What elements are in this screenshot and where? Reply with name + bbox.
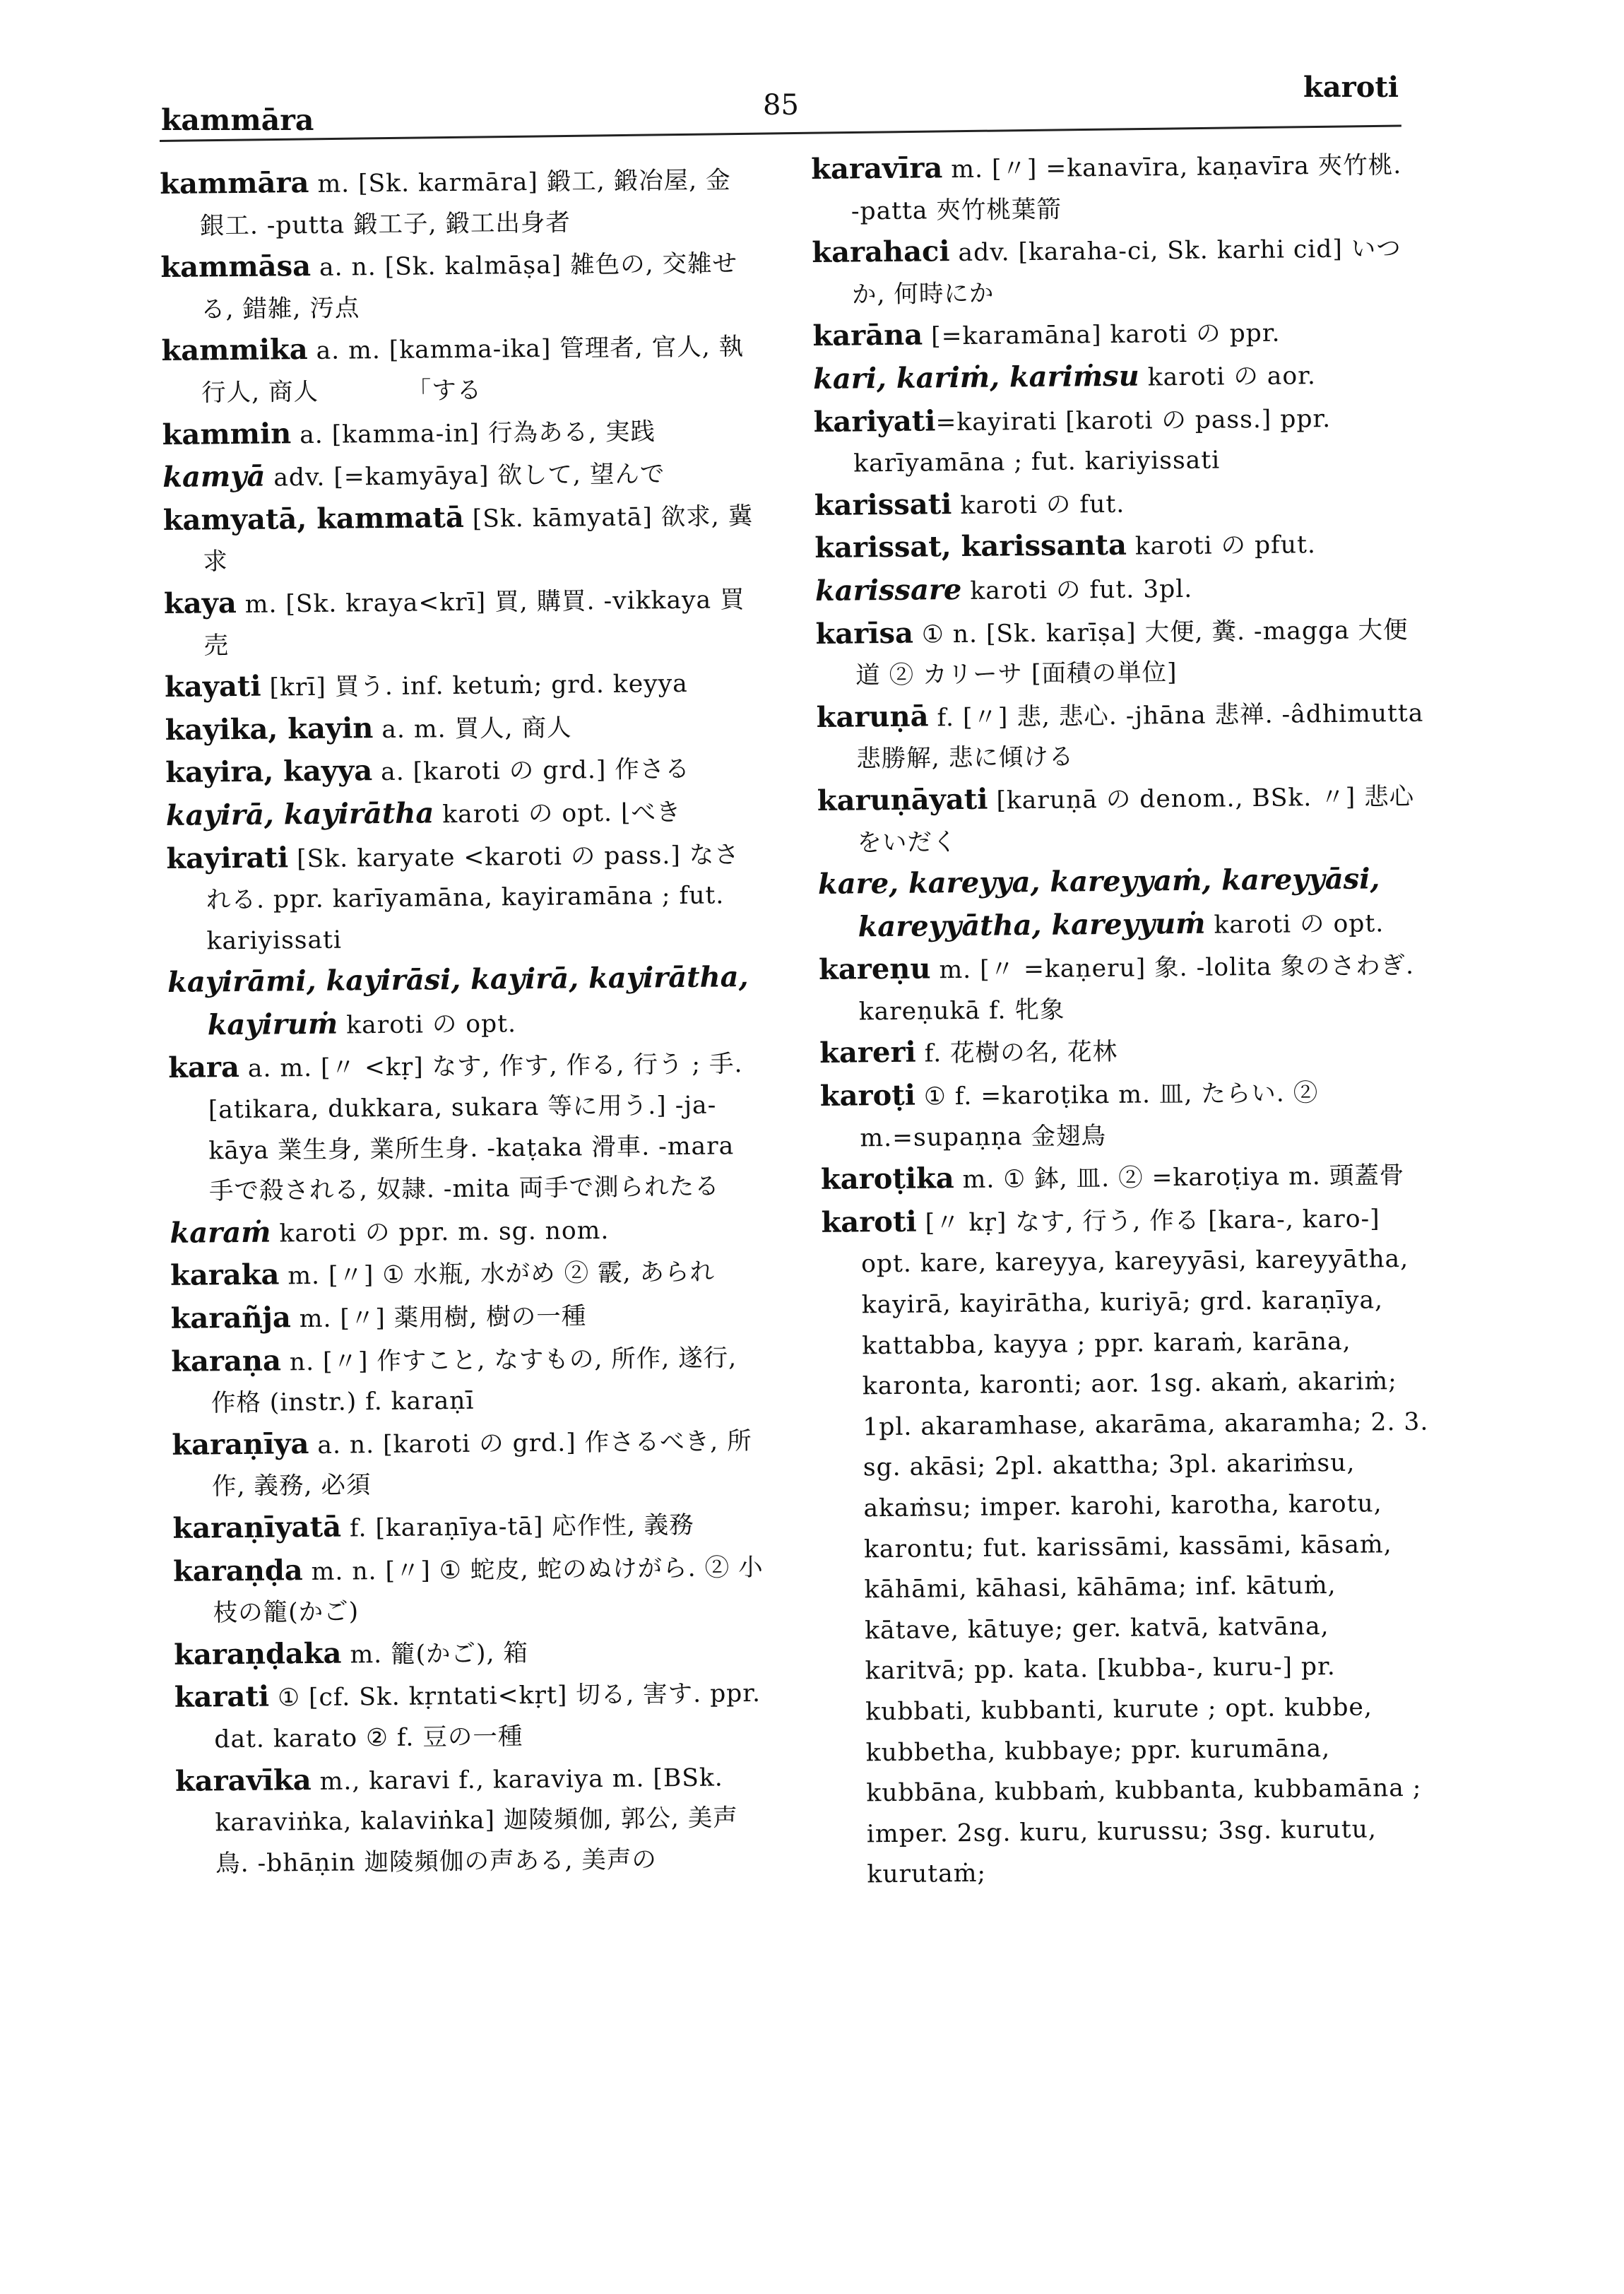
dictionary-entry <box>173 1545 764 1634</box>
guide-word-right: karoti <box>1303 71 1399 104</box>
header-rule <box>160 125 1401 142</box>
entry-definition: adv. [karaha-ci, Sk. karhi cid] いつか, 何時にか <box>851 235 1401 309</box>
entry-definition: m. n. [〃] ① 蛇皮, 蛇のぬけがら. ② 小枝の籠(かご) <box>213 1553 764 1628</box>
entry-definition: karoti の opt. <box>338 1010 517 1040</box>
dictionary-entry <box>160 158 751 247</box>
entry-headword: kayirati <box>166 840 289 875</box>
entry-headword: karati <box>174 1679 270 1715</box>
entry-headword: karissare <box>814 572 962 608</box>
entry-headword: karahaci <box>812 235 950 270</box>
entry-definition: m. [Sk. kraya<krī] 買, 購買. -vikkaya 買売 <box>203 586 745 660</box>
dictionary-entry <box>174 1629 765 1678</box>
entry-headword: karaṇḍaka <box>174 1636 342 1672</box>
entry-definition: [Sk. karyate <karoti の pass.] なされる. ppr. karīyamāna, kayiramāna ; fut. kariyissati <box>206 840 740 956</box>
entry-headword: karaṇīya <box>172 1426 309 1462</box>
entry-definition: karoti の pfut. <box>1126 531 1317 562</box>
entry-definition: ① f. =karoṭika m. 皿, たらい. ② m.=supaṇṇa 金翅鳥 <box>860 1079 1319 1153</box>
dictionary-entry <box>165 661 756 710</box>
entry-definition: a. m. [〃 <kṛ] なす, 作す, 作る, 行う ; 手. [atikara, dukkara, sukara 等に用う.] -ja-kāya 業生身, 業所生身. -kaṭaka 滑車. -mara 手で殺される, 奴隷. -mita 両手で測られたる <box>208 1050 743 1206</box>
entry-headword: kareṇu <box>818 952 931 987</box>
dictionary-entry <box>160 242 752 331</box>
entry-headword: kara <box>168 1051 240 1085</box>
entry-definition: f. [〃] 悲, 悲心. -jhāna 悲禅. -âdhimutta 悲勝解, 悲に傾ける <box>856 699 1424 774</box>
dictionary-entry <box>167 957 759 1048</box>
entry-definition: karoti の fut. <box>952 490 1125 520</box>
entry-definition: ① n. [Sk. karīṣa] 大便, 糞. -magga 大便道 ② カリーサ [面積の単位] <box>855 615 1409 690</box>
right-column <box>811 143 1435 1896</box>
dictionary-entry <box>819 1027 1428 1076</box>
dictionary-entry <box>812 310 1421 359</box>
dictionary-entry <box>821 1154 1429 1202</box>
dictionary-entry <box>815 608 1423 697</box>
entry-headword: karaka <box>170 1258 280 1293</box>
entry-headword: karavīka <box>174 1763 312 1798</box>
entry-definition: a. [karoti の grd.] 作さる <box>372 755 690 787</box>
entry-headword: karuṇāyati <box>817 782 988 817</box>
entry-headword: karāna <box>812 318 923 353</box>
dictionary-entry <box>166 832 758 962</box>
entry-definition: a. m. 買人, 商人 <box>373 714 572 744</box>
dictionary-entry <box>170 1207 761 1256</box>
entry-headword: kayira, kayya <box>165 754 373 790</box>
entry-headword: kayirā, kayirātha <box>165 796 434 832</box>
entry-definition: m. 籠(かご), 箱 <box>341 1638 529 1669</box>
entry-definition: karoti の fut. 3pl. <box>961 574 1193 605</box>
dictionary-entry <box>814 522 1423 571</box>
entry-headword: karissat, karissanta <box>814 528 1127 565</box>
entry-definition: karoti の opt. ⌊べき <box>434 798 682 829</box>
entry-definition: f. 花樹の名, 花林 <box>915 1038 1118 1069</box>
dictionary-entry <box>166 790 757 839</box>
dictionary-entry <box>816 691 1424 780</box>
entry-definition: m. [〃] 薬用樹, 樹の一種 <box>290 1302 587 1334</box>
entry-definition: m. ① 鉢, 皿. ② =karoṭiya m. 頭蓋骨 <box>954 1161 1405 1195</box>
entry-headword: kammin <box>162 416 292 451</box>
entry-headword: kayati <box>164 669 261 704</box>
dictionary-entry <box>162 451 754 500</box>
entry-headword: karañja <box>170 1301 292 1335</box>
entry-headword: kayirāmi, kayirāsi, kayirā, kayirātha, kayiruṁ <box>167 960 749 1042</box>
entry-headword: kammāsa <box>160 249 312 285</box>
dictionary-entry <box>168 1042 760 1212</box>
dictionary-entry <box>172 1419 763 1508</box>
entry-definition: [=karamāna] karoti の ppr. <box>922 319 1281 351</box>
entry-headword: karaṁ <box>170 1215 271 1250</box>
dictionary-entry <box>820 1070 1428 1159</box>
entry-definition: a. n. [Sk. kalmāṣa] 雑色の, 交雑せる, 錯雑, 汚点 <box>200 249 738 324</box>
entry-definition: [karuṇā の denom., BSk. 〃] 悲心をいだく <box>857 782 1415 857</box>
dictionary-entry <box>165 747 757 796</box>
dictionary-entry <box>817 775 1426 864</box>
dictionary-entry <box>815 565 1423 614</box>
dictionary-entry <box>165 704 756 753</box>
entry-definition: m. [〃] ① 水瓶, 水がめ ② 霰, あられ <box>279 1258 716 1291</box>
entry-headword: karoṭi <box>819 1078 916 1113</box>
entry-headword: karoṭika <box>820 1161 954 1197</box>
dictionary-entry <box>170 1250 761 1299</box>
left-column <box>160 158 766 1885</box>
entry-definition: a. m. [kamma-ika] 管理者, 官人, 執行人, 商人 「する <box>201 333 745 408</box>
entry-definition: a. n. [karoti の grd.] 作さるべき, 所作, 義務, 必須 <box>211 1426 752 1501</box>
entry-definition: adv. [=kamyāya] 欲して, 望んで <box>265 460 665 492</box>
entry-headword: karīsa <box>815 616 914 651</box>
dictionary-entry <box>175 1755 767 1885</box>
entry-headword: kammāra <box>160 165 309 201</box>
entry-headword: kare, kareyya, kareyyaṁ, kareyyāsi, kareyyātha, kareyyuṁ <box>817 862 1380 944</box>
entry-definition: n. [〃] 作すこと, なすもの, 所作, 遂行, 作格 (instr.) f. karaṇī <box>211 1343 737 1418</box>
entry-headword: karaṇīyatā <box>172 1510 342 1545</box>
entry-headword: kayika, kayin <box>165 711 374 747</box>
dictionary-entry <box>161 325 752 414</box>
entry-headword: kamyatā, kammatā <box>162 500 465 537</box>
entry-definition: karoti の opt. <box>1205 909 1385 940</box>
entry-headword: kamyā <box>162 459 266 495</box>
dictionary-entry <box>814 479 1423 528</box>
page-number: 85 <box>763 89 799 122</box>
entry-headword: kari, kariṁ, kariṁsu <box>812 359 1140 396</box>
dictionary-entry <box>818 858 1426 950</box>
dictionary-entry <box>819 944 1427 1033</box>
dictionary-entry <box>164 578 755 667</box>
entry-definition: m., karavi f., karaviya m. [BSk. karaviṅka, kalaviṅka] 迦陵頻伽, 郭公, 美声鳥. -bhāṇin 迦陵頻伽の声ある, 美声の <box>215 1763 738 1879</box>
dictionary-entry <box>813 396 1421 485</box>
entry-definition: [Sk. kāmyatā] 欲求, 冀求 <box>203 502 754 577</box>
entry-definition: karoti の ppr. m. sg. nom. <box>271 1216 610 1248</box>
entry-definition: m. [〃] =kanavīra, kaṇavīra 夾竹桃. -patta 夾竹桃葉箭 <box>850 150 1402 226</box>
entry-definition: [〃 kṛ] なす, 行う, 作る [kara-, karo-] opt. kare, kareyya, kareyyāsi, kareyyātha, kayirā, kayirātha, kuriyā; grd. karaṇīya, kattabba, kayya ; ppr. karaṁ, karāna, karonta, karonti; aor. 1sg. akaṁ, akariṁ; 1pl. akaramhase, akarāma, akaramha; 2. 3. sg. akāsi; 2pl. akattha; 3pl. akariṁsu, akaṁsu; imper. karohi, karotha, karotu, karontu; fut. karissāmi, kassāmi, kāsaṁ, kāhāmi, kāhasi, kāhāma; inf. kātuṁ, kātave, kātuye; ger. katvā, katvāna, karitvā; pp. kata. [kubba-, kuru-] pr. kubbati, kubbanti, kurute ; opt. kubbe, kubbetha, kubbaye; ppr. kurumāna, kubbāna, kubbaṁ, kubbanta, kubbamāna ; imper. 2sg. kuru, kurussu; 3sg. kurutu, kurutaṁ; <box>860 1205 1429 1889</box>
entry-definition: m. [Sk. karmāra] 鍛工, 鍛冶屋, 金銀工. -putta 鍛工子, 鍛工出身者 <box>199 166 731 241</box>
dictionary-entry <box>811 143 1419 232</box>
entry-headword: karoti <box>821 1205 917 1239</box>
dictionary-entry <box>821 1197 1435 1896</box>
dictionary-entry <box>172 1503 764 1551</box>
dictionary-entry <box>162 409 753 458</box>
entry-definition: =kayirati [karoti の pass.] ppr. karīyamāna ; fut. kariyissati <box>853 404 1332 478</box>
dictionary-entry <box>812 227 1420 316</box>
entry-definition: [krī] 買う. inf. ketuṁ; grd. keyya <box>261 669 688 702</box>
entry-definition: m. [〃 =kaṇeru] 象. -lolita 象のさわぎ. kareṇukā f. 牝象 <box>858 952 1415 1027</box>
entry-headword: kaya <box>163 586 237 620</box>
guide-word-left: kammāra <box>161 103 314 137</box>
entry-definition: f. [karaṇīya-tā] 応作性, 義務 <box>340 1510 694 1543</box>
dictionary-entry <box>163 495 754 584</box>
dictionary-entry <box>174 1672 766 1761</box>
entry-headword: karavīra <box>811 151 943 186</box>
entry-headword: karuṇā <box>816 699 929 734</box>
entry-headword: karissati <box>814 487 952 522</box>
entry-headword: kareri <box>819 1036 916 1070</box>
entry-definition: ① [cf. Sk. kṛntati<kṛt] 切る, 害す. ppr. dat. karato ② f. 豆の一種 <box>214 1679 761 1754</box>
dictionary-entry <box>813 353 1421 402</box>
entry-headword: karaṇḍa <box>172 1553 303 1588</box>
entry-headword: kammika <box>161 333 308 368</box>
entry-headword: kariyati <box>813 403 936 439</box>
entry-definition: a. [kamma-in] 行為ある, 実践 <box>291 417 656 449</box>
entry-headword: karaṇa <box>171 1344 282 1378</box>
entry-definition: karoti の aor. <box>1139 362 1317 392</box>
dictionary-entry <box>171 1336 762 1425</box>
dictionary-entry <box>170 1293 761 1342</box>
